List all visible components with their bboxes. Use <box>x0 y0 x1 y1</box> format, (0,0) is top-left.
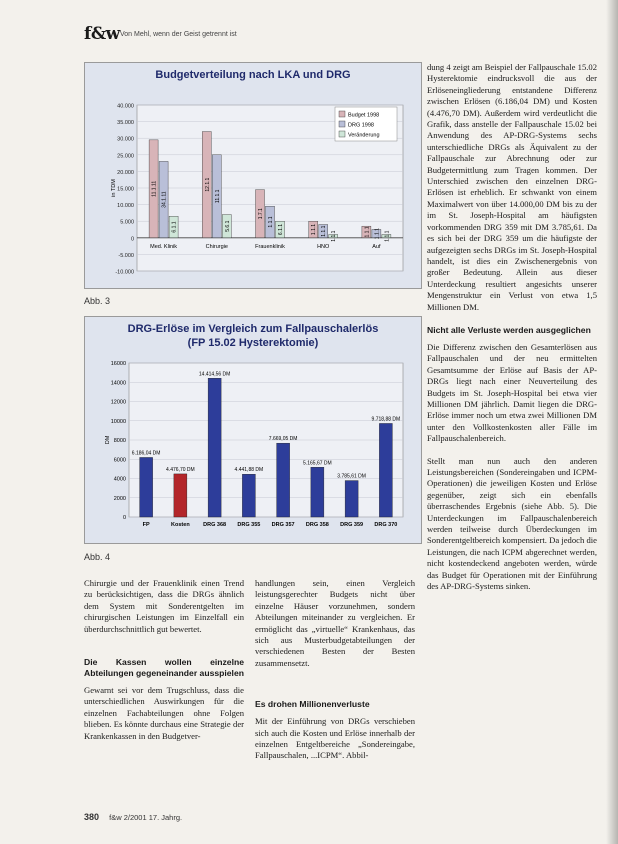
budget-chart-svg <box>85 63 421 288</box>
drg-chart <box>84 316 422 544</box>
paragraph: dung 4 zeigt am Beispiel der Fallpauschale 15.02 Hysterektomie eindrucksvoll die aus der Erlöseneingliederung entstandene Differenz zwischen Erlösen (6.186,04 DM) und Kosten (4.476,70 DM). Außerdem wird verdeutlicht die Grafik, dass anstelle der Fallpauschale 15.02 bei Anwendung des AP-DRG-Systems sechs unterschiedliche DRGs als Äquivalent zu der Fallpauschale zur Abrechnung oder zur Budgetermittlung zum Tragen kommen. Der Unterschied zwischen den einzelnen DRG-Erlösen ist erheblich. Er schwankt von einem Maximalwert von über 14.000,00 DM bis zu der im St. Joseph-Hospital am häufigsten vorkommenden DRG 359 mit DM 3.785,61. Da es sich bei der DRG 359 um die häufigste der aufgezeigten sechs DRGs im St. Joseph-Hospital handelt, ist dies ein Zwischenergebnis von großer Bedeutung. Allein aus dieser Unterdeckung resultiert angesichts unserer Mengenstruktur ein Verlust von etwa 1,5 Millionen DM. <box>427 62 597 312</box>
section-heading: Die Kassen wollen einzelne Abteilungen gegeneinander ausspielen <box>84 657 244 679</box>
bar-value-label: 11.1.1 <box>214 189 221 204</box>
bar-value-label: 34.1.11 <box>161 191 168 208</box>
bar-value-label: 6.186,04 DM <box>131 450 161 457</box>
figure-3-caption: Abb. 3 <box>84 296 111 306</box>
bar-value-label: 6.1.1 <box>171 221 178 233</box>
legend-swatch <box>339 111 345 117</box>
y-tick-label: 6000 <box>113 457 126 464</box>
bar-value-label: 1.1.1 <box>311 223 318 236</box>
right-column <box>427 62 597 592</box>
drg-chart-title: DRG-Erlöse im Vergleich zum Fallpauschalerlös <box>127 323 379 335</box>
y-tick-label: 5.000 <box>120 219 134 226</box>
bar <box>140 457 153 517</box>
x-category-label: DRG 368 <box>203 522 227 528</box>
drg-chart-subtitle: (FP 15.02 Hysterektomie) <box>187 337 319 349</box>
y-tick-label: 16000 <box>110 361 126 367</box>
y-axis-title: in TDM <box>111 179 117 197</box>
x-category-label: Med. Klinik <box>150 243 178 250</box>
bar <box>379 423 392 517</box>
bar-value-label: 6.1.1 <box>278 223 284 236</box>
y-tick-label: 12000 <box>110 399 126 406</box>
x-category-label: DRG 357 <box>271 522 295 528</box>
bar-value-label: 1.7.1 <box>258 208 264 220</box>
figure-4-caption: Abb. 4 <box>84 552 111 562</box>
section-heading: Nicht alle Verluste werden ausgeglichen <box>427 324 591 335</box>
bar-value-label: 1.1.1 <box>364 226 371 238</box>
paragraph: handlungen sein, einen Vergleich leistungsgerechter Budgets nicht über einzelne Häuser vorzunehmen, sondern Abteilungen miteinander zu vergleichen. Er ermöglicht das „virtuelle“ Krankenhaus, das sich aus Musterbudgetabteilungen der verschiedenen Besten der Besten zusammensetzt. <box>255 578 415 668</box>
x-category-label: DRG 358 <box>305 522 329 528</box>
y-tick-label: 25.000 <box>117 153 134 160</box>
drg-chart-svg <box>85 317 421 543</box>
page-number: 380 <box>84 812 100 822</box>
x-category-label: Frauenklinik <box>255 243 285 250</box>
bar <box>174 474 187 517</box>
left-column <box>84 578 244 742</box>
page-footer <box>84 812 182 822</box>
budget-chart-title: Budgetverteilung nach LKA und DRG <box>155 69 351 81</box>
bar-value-label: 14.414,56 DM <box>198 371 231 378</box>
legend-label: Veränderung <box>348 132 380 139</box>
budget-chart <box>84 62 422 289</box>
y-tick-label: 15.000 <box>117 186 134 193</box>
bar <box>208 378 221 517</box>
legend-swatch <box>339 121 345 127</box>
y-tick-label: 0 <box>122 515 126 521</box>
bar-value-label: 9.718,88 DM <box>371 416 401 423</box>
journal-logo: f&w <box>84 24 120 44</box>
bar-value-label: 1.1.1 <box>321 225 328 237</box>
y-axis-title: DM <box>105 435 111 445</box>
bar-value-label: 11.1.11 <box>151 180 158 197</box>
bar-value-label: 7.669,05 DM <box>268 436 298 443</box>
y-tick-label: 14000 <box>110 380 126 387</box>
y-tick-label: 30.000 <box>117 136 134 143</box>
paragraph: Gewarnt sei vor dem Trugschluss, dass die unterschiedlichen Auswirkungen für die einzelnen Fachabteilungen ohne Folgen blieben. Es könnte durchaus eine Strategie der Krankenkassen in den Budgetver- <box>84 685 244 741</box>
paragraph: Die Differenz zwischen den Gesamterlösen aus Fallpauschalen und der neu ermittelten Gesamtsumme der Erlöse auf Basis der AP-DRGs liegt nach einer Neuverteilung des Budgets im St. Joseph-Hospital bei etwa vier Millionen DM jährlich. Damit liegen die DRG-Erlöse immer noch um etwa zwei Millionen DM unter den Vollkostenkosten aller Fälle im Fallpauschalenbereich. <box>427 341 597 444</box>
y-tick-label: 4000 <box>113 476 126 483</box>
x-category-label: FP <box>142 522 150 528</box>
bar-value-label: 4.441,88 DM <box>234 467 264 474</box>
y-tick-label: -5.000 <box>118 252 134 259</box>
bar <box>277 443 290 517</box>
y-tick-label: 0 <box>130 236 134 243</box>
x-category-label: DRG 370 <box>374 522 398 528</box>
x-category-label: DRG 355 <box>237 522 261 528</box>
x-category-label: HNO <box>317 243 330 250</box>
y-tick-label: 2000 <box>113 495 126 502</box>
bar <box>242 474 255 517</box>
paragraph: Chirurgie und der Frauenklinik einen Trend zu berücksichtigen, dass die DRGs ähnlich dem System mit Sonderentgelten im chirurgischen Leistungen im Einzelfall ein überdurchschnittlich gut bewertet. <box>84 578 244 634</box>
y-tick-label: 40.000 <box>117 103 134 110</box>
legend-label: DRG 1998 <box>348 122 374 129</box>
page-binding-shadow <box>606 0 618 844</box>
middle-column <box>255 578 415 762</box>
bar-value-label: 5.6.1 <box>224 220 231 232</box>
legend-label: Budget 1998 <box>348 112 380 119</box>
bar-value-label: 1.1.1 <box>331 230 338 242</box>
bar-value-label: 1.1.1 <box>374 228 381 240</box>
bar-value-label: 1.1.1 <box>384 230 391 242</box>
y-tick-label: 10.000 <box>117 203 134 210</box>
paragraph: Mit der Einführung von DRGs verschieben sich auch die Kosten und Erlöse innerhalb der einzelnen Entgeltbereiche „Sondereingabe, Fallpauschalen, ...ICPM“. Abbil- <box>255 716 415 761</box>
y-tick-label: 20.000 <box>117 169 134 176</box>
y-tick-label: 35.000 <box>117 120 134 127</box>
issue-info: f&w 2/2001 17. Jahrg. <box>109 813 183 822</box>
y-tick-label: 10000 <box>110 418 126 425</box>
bar-value-label: 3.785,61 DM <box>337 473 366 480</box>
legend-swatch <box>339 131 345 137</box>
x-category-label: Chirurgie <box>205 243 228 250</box>
bar <box>311 467 324 517</box>
paragraph: Stellt man nun auch den anderen Leistungsbereichen (Sondereingaben und ICPM-Operationen) die jeweiligen Kosten und Erlöse gegenüber, zeigt sich ein ebenfalls überraschendes Ergebnis (siehe Abb. 5). Die Unterdeckungen im Fallpauschalenbereich werden teilweise durch Überdeckungen im Sonderentgeltbereich kompensiert. Da jedoch die Leistungen, die nach ICPM abgerechnet werden, nicht kostendeckend angeboten werden, würde das Budget für Operationen mit der Einführung des AP-DRG-Systems sinken. <box>427 455 597 592</box>
section-heading: Es drohen Millionenverluste <box>255 699 370 710</box>
bar <box>345 481 358 517</box>
bar-value-label: 4.476,70 DM <box>166 466 195 473</box>
y-tick-label: -10.000 <box>115 269 134 276</box>
x-category-label: DRG 359 <box>340 522 364 528</box>
bar-value-label: 5.165,67 DM <box>303 460 332 467</box>
x-category-label: Kosten <box>171 522 190 528</box>
y-tick-label: 8000 <box>113 438 126 444</box>
x-category-label: Auf <box>372 243 381 250</box>
bar-value-label: 1.1.1 <box>268 216 274 228</box>
bar-value-label: 12.1.1 <box>204 177 211 192</box>
running-head: Von Mehl, wenn der Geist getrennt ist <box>120 31 237 38</box>
